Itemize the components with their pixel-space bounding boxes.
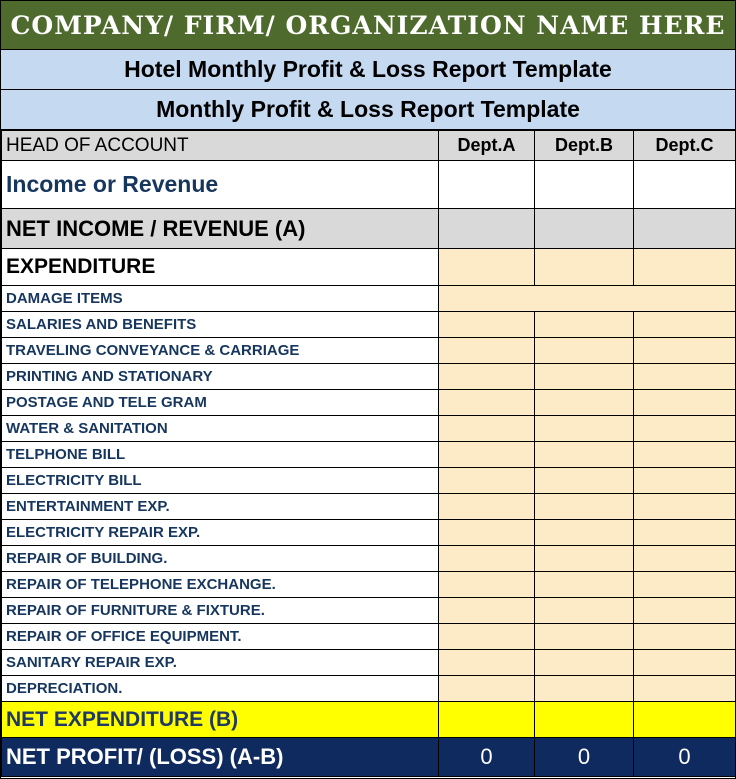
expense-item-dept-b-cell[interactable] [535,520,634,546]
expense-item-row [2,494,736,520]
expense-item-row [2,546,736,572]
net-income-dept-b-cell[interactable] [535,209,634,249]
expense-item-label: SALARIES AND BENEFITS [2,312,439,338]
expense-item-dept-c-cell[interactable] [634,442,736,468]
expense-item-row [2,468,736,494]
expense-item-dept-b-cell[interactable] [535,494,634,520]
expense-item-dept-b-cell[interactable] [535,650,634,676]
net-profit-row [2,738,736,777]
net-profit-dept-c[interactable]: 0 [634,738,736,777]
expense-item-label: DEPRECIATION. [2,676,439,702]
expense-item-dept-b-cell[interactable] [535,312,634,338]
net-expenditure-dept-c-cell[interactable] [634,702,736,738]
expense-item-row [2,650,736,676]
expense-item-label: REPAIR OF FURNITURE & FIXTURE. [2,598,439,624]
expense-item-row [2,390,736,416]
net-income-label: NET INCOME / REVENUE (A) [2,209,439,249]
expense-item-dept-a-cell[interactable] [439,390,535,416]
net-profit-label: NET PROFIT/ (LOSS) (A-B) [2,738,439,777]
expense-item-dept-c-cell[interactable] [634,650,736,676]
report-subtitle: Monthly Profit & Loss Report Template [1,90,735,130]
net-expenditure-dept-b-cell[interactable] [535,702,634,738]
expense-item-dept-c-cell[interactable] [634,676,736,702]
expense-item-dept-c-cell[interactable] [634,546,736,572]
expense-item-dept-c-cell[interactable] [634,416,736,442]
net-income-row [2,209,736,249]
expense-item-dept-b-cell[interactable] [535,572,634,598]
expense-item-dept-b-cell[interactable] [535,416,634,442]
expense-item-row [2,572,736,598]
expense-item-row [2,624,736,650]
report-title: Hotel Monthly Profit & Loss Report Template [1,50,735,90]
expense-item-row [2,416,736,442]
header-row [2,131,736,161]
expense-item-dept-a-cell[interactable] [439,468,535,494]
expense-item-label: ELECTRICITY BILL [2,468,439,494]
expense-item-dept-c-cell[interactable] [634,520,736,546]
expense-item-dept-b-cell[interactable] [535,468,634,494]
expense-item-dept-c-cell[interactable] [634,312,736,338]
expense-item-dept-a-cell[interactable] [439,650,535,676]
expenditure-label: EXPENDITURE [2,249,439,286]
expense-item-dept-a-cell[interactable] [439,312,535,338]
expense-item-dept-a-cell[interactable] [439,598,535,624]
expense-item-dept-b-cell[interactable] [535,442,634,468]
expense-item-dept-c-cell[interactable] [634,468,736,494]
expense-item-label: TELPHONE BILL [2,442,439,468]
expense-item-dept-b-cell[interactable] [535,338,634,364]
expenditure-row [2,249,736,286]
expense-item-dept-a-cell[interactable] [439,494,535,520]
expense-item-dept-b-cell[interactable] [535,676,634,702]
expense-item-dept-c-cell[interactable] [634,572,736,598]
net-income-dept-a-cell[interactable] [439,209,535,249]
expense-item-row [2,338,736,364]
expense-item-dept-a-cell[interactable] [439,520,535,546]
expense-item-dept-a-cell[interactable] [439,546,535,572]
expense-item-dept-b-cell[interactable] [535,390,634,416]
expense-item-row [2,442,736,468]
expense-item-merged-cell[interactable] [439,286,736,312]
income-row [2,161,736,209]
net-profit-dept-b[interactable]: 0 [535,738,634,777]
expense-item-dept-c-cell[interactable] [634,624,736,650]
expense-item-dept-a-cell[interactable] [439,676,535,702]
expense-item-dept-a-cell[interactable] [439,624,535,650]
expenditure-dept-c-cell[interactable] [634,249,736,286]
head-of-account-header: HEAD OF ACCOUNT [2,131,439,161]
expense-item-label: ELECTRICITY REPAIR EXP. [2,520,439,546]
expense-item-dept-b-cell[interactable] [535,546,634,572]
expense-item-label: ENTERTAINMENT EXP. [2,494,439,520]
expense-item-label: TRAVELING CONVEYANCE & CARRIAGE [2,338,439,364]
dept-b-header: Dept.B [535,131,634,161]
expense-item-dept-c-cell[interactable] [634,364,736,390]
expense-item-dept-c-cell[interactable] [634,390,736,416]
expense-items [2,286,736,702]
pl-table [1,130,736,777]
income-label: Income or Revenue [2,161,439,209]
expense-item-row [2,312,736,338]
expense-item-dept-b-cell[interactable] [535,598,634,624]
expenditure-dept-a-cell[interactable] [439,249,535,286]
expense-item-dept-b-cell[interactable] [535,364,634,390]
dept-c-header: Dept.C [634,131,736,161]
expense-item-row [2,598,736,624]
expense-item-label: POSTAGE AND TELE GRAM [2,390,439,416]
company-name: COMPANY/ FIRM/ ORGANIZATION NAME HERE [1,1,735,50]
expense-item-dept-c-cell[interactable] [634,494,736,520]
income-dept-c-cell[interactable] [634,161,736,209]
dept-a-header: Dept.A [439,131,535,161]
expense-item-label: REPAIR OF TELEPHONE EXCHANGE. [2,572,439,598]
income-dept-a-cell[interactable] [439,161,535,209]
net-expenditure-row [2,702,736,738]
income-dept-b-cell[interactable] [535,161,634,209]
net-expenditure-dept-a-cell[interactable] [439,702,535,738]
expense-item-label: REPAIR OF OFFICE EQUIPMENT. [2,624,439,650]
expense-item-dept-a-cell[interactable] [439,416,535,442]
expense-item-label: SANITARY REPAIR EXP. [2,650,439,676]
expense-item-dept-a-cell[interactable] [439,442,535,468]
expense-item-row [2,676,736,702]
expense-item-label: PRINTING AND STATIONARY [2,364,439,390]
expense-item-label: WATER & SANITATION [2,416,439,442]
net-expenditure-label: NET EXPENDITURE (B) [2,702,439,738]
expense-item-dept-b-cell[interactable] [535,624,634,650]
expense-item-label: REPAIR OF BUILDING. [2,546,439,572]
expense-item-dept-c-cell[interactable] [634,338,736,364]
net-income-dept-c-cell[interactable] [634,209,736,249]
expense-item-dept-a-cell[interactable] [439,338,535,364]
expense-item-dept-a-cell[interactable] [439,572,535,598]
expense-item-row [2,520,736,546]
expense-item-dept-a-cell[interactable] [439,364,535,390]
expense-item-label: DAMAGE ITEMS [2,286,439,312]
expense-item-row [2,286,736,312]
expenditure-dept-b-cell[interactable] [535,249,634,286]
net-profit-dept-a[interactable]: 0 [439,738,535,777]
expense-item-dept-c-cell[interactable] [634,598,736,624]
expense-item-row [2,364,736,390]
